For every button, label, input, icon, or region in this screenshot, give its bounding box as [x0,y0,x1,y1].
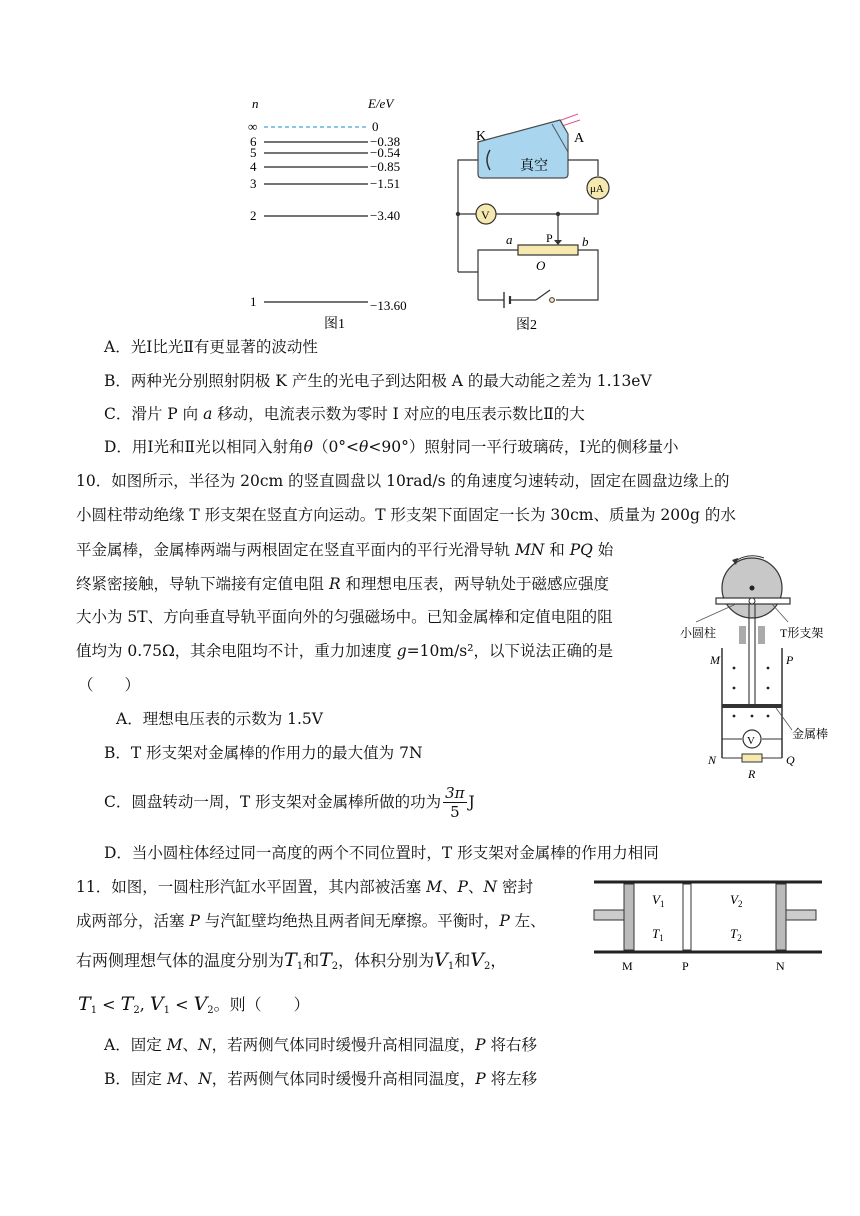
q9-option-d [104,437,678,457]
q11-b-p: P [475,1070,486,1088]
q11-cond-v2: V [193,993,208,1015]
anode-label: A [574,131,585,146]
q11-l1-m: M [426,878,443,896]
q9-option-c [104,404,585,424]
axis-e-label: E/eV [368,96,394,111]
figure-2-caption: 图2 [516,318,537,333]
gas-t1-label: $T_1$ [652,926,664,943]
piston-n [776,884,786,950]
q10-mn: MN [514,541,545,559]
q11-l2-post: 与汽缸壁均绝热且两者间无摩擦。平衡时， [199,912,500,930]
rheostat-o-label: O [536,258,546,273]
piston-m-label: M [622,959,633,972]
slider-p-label: P [546,231,553,245]
q11-condition [78,994,310,1021]
level-5-e: −0.54 [370,145,401,160]
q11-l2-p: P [189,912,200,930]
q11-then: 。则（ ） [213,995,310,1014]
q11-and2: 和 [454,951,471,970]
q11-l3-pre: 右两侧理想气体的温度分别为 [76,951,285,970]
rheostat [518,245,578,255]
q11-t1-sub: 1 [296,961,304,972]
q10-option-c [104,778,475,826]
gas-v2-label: $V_2$ [730,892,743,909]
q10-option-d: D．当小圆柱体经过同一高度的两个不同位置时，T 形支架对金属棒的作用力相同 [104,844,659,862]
q10-line-3-pre: 平金属棒，金属棒两端与两根固定在竖直平面内的平行光滑导轨 [76,541,515,559]
q9-d-pre: D．用Ⅰ光和Ⅱ光以相同入射角 [104,438,304,456]
q11-b-n: N [198,1070,212,1088]
q10-paren: （ ） [78,676,141,694]
q11-v2-sub: 2 [484,961,491,972]
q11-l1-n: N [483,878,498,896]
q11-cond-t1-sub: 1 [90,1005,98,1016]
level-1-e: −13.60 [370,298,407,313]
figure-1-caption: 图1 [324,317,345,332]
q10-line-1: 10．如图所示，半径为 20cm 的竖直圆盘以 10rad/s 的角速度匀速转动，固定在圆盘边缘上的 [76,472,730,490]
q10-option-b: B．T 形支架对金属棒的作用力的最大值为 7N [104,744,423,762]
q11-v2: V [470,949,485,971]
q10-voltmeter-label: V [747,735,755,747]
rail-p-label: P [786,653,794,667]
q10-line-3-mid: 和 [544,541,570,559]
rail-m-label: M [710,653,720,667]
q10-g: g [396,642,407,660]
q11-cond-v2-sub: 2 [207,1005,214,1016]
q11-cond-t1: T [78,993,91,1015]
q11-t1: T [284,949,297,971]
resistor-r [742,754,762,762]
level-inf-e: 0 [372,119,379,134]
level-3-n: 3 [250,176,257,191]
q11-b-mid: ，若两侧气体同时缓慢升高相同温度， [211,1070,476,1088]
q10-figure-disk-rails [676,548,844,784]
piston-m [624,884,634,950]
q11-line-3 [76,950,506,977]
q10-line-4-post: 和理想电压表，两导轨处于磁感应强度 [340,575,610,593]
rheostat-b-label: b [582,234,589,249]
q10-c-fraction [443,784,466,821]
q11-b-pre: B．固定 [104,1070,167,1088]
q9-d-theta2: θ [359,438,369,456]
gas-t2-label: $T_2$ [730,926,742,943]
q10-c-pre: C．圆盘转动一周，T 形支架对金属棒所做的功为 [104,793,442,811]
level-6-n: 6 [250,134,257,149]
q11-t2-sub: 2 [331,961,339,972]
q11-a-end: 将右移 [485,1036,537,1054]
q10-line-2: 小圆柱带动绝缘 T 形支架在竖直方向运动。T 形支架下面固定一长为 30cm、质量为 200g 的水 [76,506,736,524]
q9-option-b: B．两种光分别照射阴极 K 产生的光电子到达阳极 A 的最大动能之差为 1.13eV [104,372,652,390]
microammeter-label: μA [590,183,604,195]
q10-line-6-post: =10m/s²，以下说法正确的是 [406,642,613,660]
cathode-label: K [476,129,487,144]
rail-n-label: N [708,753,717,767]
q11-line-2 [76,911,546,931]
level-1-n: 1 [250,294,257,309]
q10-c-unit: J [468,793,475,811]
piston-p [683,884,691,950]
q11-a-pre: A．固定 [104,1036,167,1054]
q11-v1-sub: 1 [447,961,455,972]
rail-q-label: Q [786,753,795,767]
q10-line-4 [76,574,609,594]
rheostat-a-label: a [506,232,513,247]
q11-cond-t2: T [120,993,134,1015]
q10-line-3-post: 始 [592,541,614,559]
q11-cond-t2-sub: 2 [133,1005,140,1016]
q11-l3-mid: ，体积分别为 [338,951,435,970]
q11-l3-end: ， [490,951,507,970]
q11-and1: 和 [303,951,320,970]
q11-option-b [104,1069,537,1089]
vacuum-label: 真空 [520,159,548,174]
q9-c-pre: C．滑片 P 向 [104,405,204,423]
q11-option-a [104,1035,537,1055]
q11-cond-lt2: < [169,995,194,1014]
q11-figure-cylinder [590,876,826,972]
q11-l2-pre: 成两部分，活塞 [76,912,190,930]
q11-l2-p2: P [499,912,510,930]
piston-p-label: P [682,959,689,972]
q11-l1-s2: 、 [467,878,484,896]
q9-d-range-post: <90°）照射同一平行玻璃砖，Ⅰ光的侧移量小 [368,438,679,456]
q11-t2: T [319,949,332,971]
q9-d-range-pre: （0°< [312,438,360,456]
q10-line-5: 大小为 5T、方向垂直导轨平面向外的匀强磁场中。已知金属棒和定值电阻的阻 [76,608,613,626]
q9-option-a: A．光Ⅰ比光Ⅱ有更显著的波动性 [104,338,318,356]
piston-n-label: N [776,959,785,972]
q11-l2-end: 左、 [509,912,546,930]
q11-b-end: 将左移 [485,1070,538,1088]
q10-line-3 [76,540,613,560]
q9-c-var: a [203,405,213,423]
q11-a-p: P [475,1036,486,1054]
level-2-e: −3.40 [370,208,401,223]
level-4-e: −0.85 [370,159,401,174]
level-2-n: 2 [250,208,257,223]
q9-d-theta: θ [303,438,313,456]
q11-line-1-pre: 11．如图，一圆柱形汽缸水平固置，其内部被活塞 [76,878,427,896]
small-cylinder-label: 小圆柱 [680,626,717,640]
q10-line-6-pre: 值均为 0.75Ω，其余电阻均不计，重力加速度 [76,642,397,660]
q11-b-m: M [166,1070,183,1088]
level-inf-n: ∞ [248,119,258,134]
q11-l1-s1: 、 [442,878,458,896]
q11-l1-end: 密封 [497,878,533,896]
resistor-r-label: R [748,767,756,781]
q11-l1-p: P [457,878,468,896]
q11-v1: V [434,949,448,971]
q10-line-6 [76,641,613,661]
voltmeter-label: V [481,208,490,222]
t-frame-label: T形支架 [780,626,824,640]
q11-a-s: 、 [182,1036,199,1054]
q10-r: R [328,575,341,593]
q11-cond-v1-sub: 1 [163,1005,170,1016]
level-3-e: −1.51 [370,176,401,191]
q10-option-a: A．理想电压表的示数为 1.5V [116,710,323,728]
q11-cond-comma: , [139,995,150,1014]
level-5-n: 5 [250,145,257,160]
q11-b-s: 、 [182,1070,199,1088]
figure-1-energy-levels [240,92,430,338]
q11-line-1 [76,877,533,897]
metal-rod-label: 金属棒 [792,727,829,741]
q11-cond-lt1: < [97,995,121,1014]
q10-line-4-pre: 终紧密接触，导轨下端接有定值电阻 [76,575,329,593]
q9-c-post: 移动，电流表示数为零时 I 对应的电压表示数比Ⅱ的大 [212,405,585,423]
q11-a-n: N [198,1036,212,1054]
figure-2-circuit [448,112,616,338]
gas-v1-label: $V_1$ [652,892,665,909]
axis-n-label: n [252,96,259,111]
q10-c-den: 5 [450,802,460,821]
metal-rod [722,704,782,708]
q10-c-num: 3π [445,783,465,802]
q11-cond-v1: V [149,993,164,1015]
q11-a-m: M [166,1036,183,1054]
q10-pq: PQ [569,541,593,559]
switch-icon [536,290,550,300]
level-6-e: −0.38 [370,134,401,149]
level-4-n: 4 [250,159,257,174]
q11-a-mid: ，若两侧气体同时缓慢升高相同温度， [211,1036,476,1054]
